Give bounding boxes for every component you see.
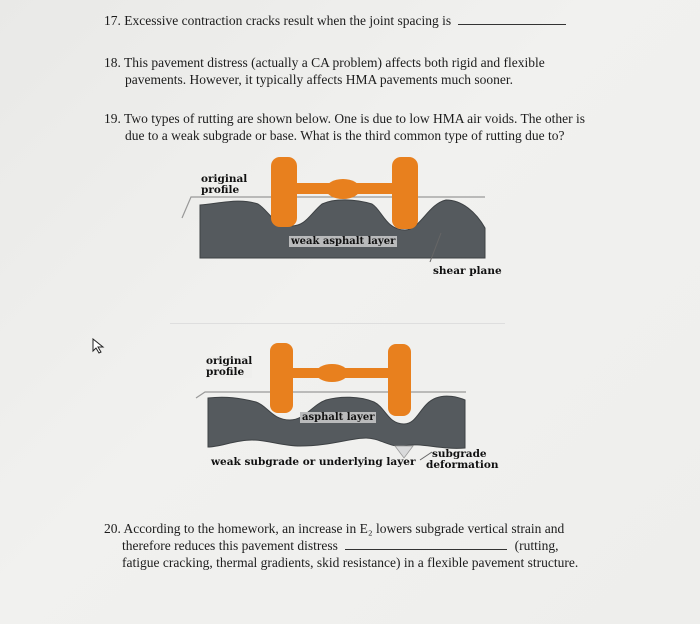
question-17-text: Excessive contraction cracks result when the joint spacing is (124, 13, 452, 28)
question-20-line2-a: therefore reduces this pavement distress (122, 538, 338, 553)
question-19-line2: due to a weak subgrade or base. What is the third common type of rutting due to? (125, 128, 565, 143)
question-18-line2: pavements. However, it typically affects HMA pavements much sooner. (125, 72, 513, 87)
question-19-line1: Two types of rutting are shown below. One is due to low HMA air voids. The other is (124, 111, 586, 126)
diagram2-base-label: weak subgrade or underlying layer (211, 456, 416, 468)
diagram1-shear-plane-label: shear plane (433, 265, 502, 277)
question-19-number: 19. (104, 111, 121, 126)
diagram1-original-profile-label: original profile (201, 173, 248, 196)
axle-hub-2 (316, 364, 348, 382)
question-20-line1: According to the homework, an increase in E₂ lowers subgrade vertical strain and (123, 521, 565, 536)
question-20-number: 20. (104, 521, 121, 536)
diagram2-original-profile-label: original profile (206, 355, 253, 378)
question-20-line3: fatigue cracking, thermal gradients, skid resistance) in a flexible pavement structure. (122, 555, 579, 570)
diagram2-deformation-label: subgrade deformation (426, 448, 499, 471)
question-18-number: 18. (104, 55, 121, 70)
question-18-line1: This pavement distress (actually a CA problem) affects both rigid and flexible (124, 55, 545, 70)
diagram1-layer-label: weak asphalt layer (291, 236, 396, 247)
original-profile-line-2 (196, 392, 466, 398)
mouse-cursor-icon (92, 338, 106, 354)
diagram2-layer-label: asphalt layer (302, 412, 375, 423)
question-20-line2-b: (rutting, (514, 538, 559, 553)
right-wheel-2 (388, 344, 411, 416)
question-20 (104, 520, 624, 571)
question-20-answer-blank (345, 537, 507, 550)
question-17-number: 17. (104, 13, 121, 28)
